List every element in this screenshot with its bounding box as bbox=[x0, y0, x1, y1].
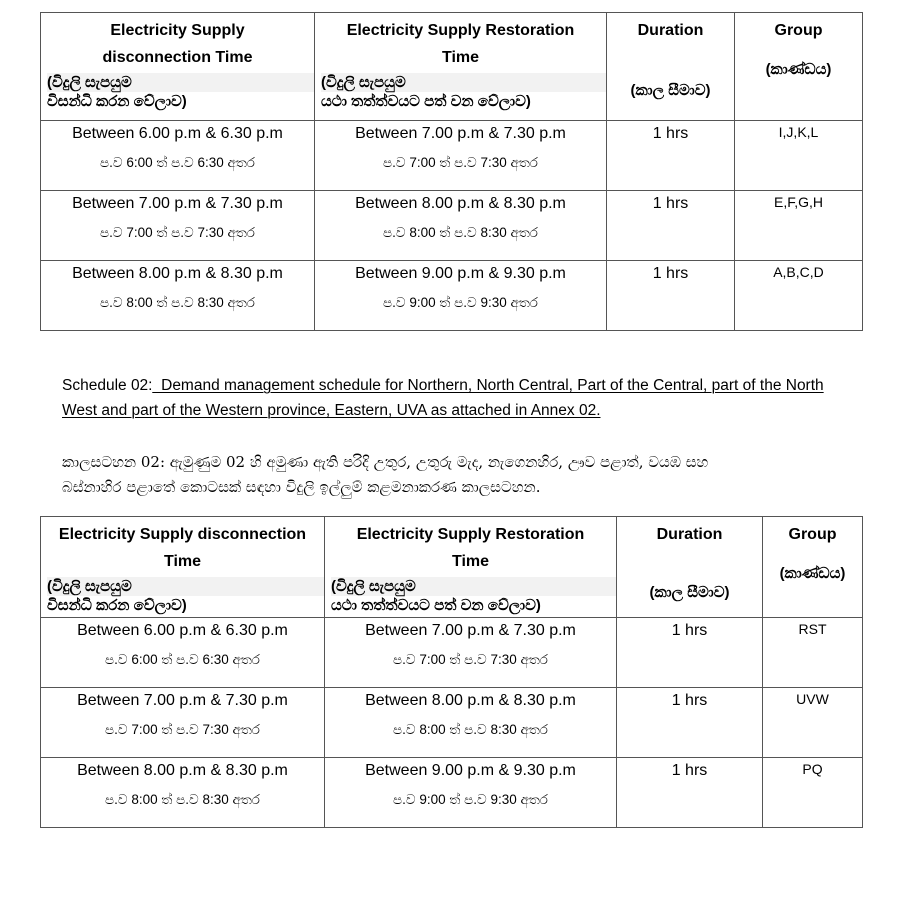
group-value: E,F,G,H bbox=[773, 194, 823, 210]
restoration-time: Between 7.00 p.m & 7.30 p.m bbox=[365, 622, 576, 639]
header-group-si: (කාණ්ඩය) bbox=[779, 565, 846, 582]
disconnection-time-si: ප.ව 7:00 ත් ප.ව 7:30 අතර bbox=[105, 722, 260, 737]
disconnection-time-si: ප.ව 8:00 ත් ප.ව 8:30 අතර bbox=[100, 295, 255, 310]
table-row bbox=[41, 261, 863, 331]
disconnection-time: Between 6.00 p.m & 6.30 p.m bbox=[77, 622, 288, 639]
header-restoration-si-2: යථා තත්ත්වයට පත් වන වේලාව) bbox=[331, 597, 541, 614]
header-duration bbox=[617, 517, 763, 618]
disconnection-time: Between 8.00 p.m & 8.30 p.m bbox=[77, 762, 288, 779]
header-disconnection-si-1: (විදුලි සැපයුම bbox=[47, 577, 324, 596]
table-header-row bbox=[41, 517, 863, 618]
duration-value: 1 hrs bbox=[671, 692, 708, 709]
schedule-table-2 bbox=[40, 516, 863, 828]
restoration-time-si: ප.ව 8:00 ත් ප.ව 8:30 අතර bbox=[393, 722, 548, 737]
schedule-02-text bbox=[62, 377, 824, 419]
schedule-02-text-content: _Demand management schedule for Northern, North Central, Part of the Central, part of the North West and part of the Western province, Eastern, UVA as attached in Annex 02. bbox=[62, 377, 824, 419]
header-restoration bbox=[325, 517, 617, 618]
header-duration bbox=[607, 13, 735, 121]
disconnection-time-si: ප.ව 8:00 ත් ප.ව 8:30 අතර bbox=[105, 792, 260, 807]
header-group bbox=[763, 517, 863, 618]
schedule-02-si-line1: කාලසටහන 02: ඇමුණුම 02 හි අමුණා ඇති පරිදි උතුර, උතුරු මැද, නැගෙනහිර, ඌව පළාත්, වයඹ සහ bbox=[62, 453, 709, 471]
group-value: UVW bbox=[796, 691, 829, 707]
duration-value: 1 hrs bbox=[671, 622, 708, 639]
restoration-time-si: ප.ව 9:00 ත් ප.ව 9:30 අතර bbox=[393, 792, 548, 807]
restoration-time: Between 9.00 p.m & 9.30 p.m bbox=[355, 265, 566, 282]
restoration-time-si: ප.ව 9:00 ත් ප.ව 9:30 අතර bbox=[383, 295, 538, 310]
table-row bbox=[41, 618, 863, 688]
group-value: RST bbox=[798, 621, 827, 637]
header-restoration-line2: Time bbox=[441, 49, 480, 66]
header-restoration-si-1: (විදුලි සැපයුම bbox=[321, 73, 606, 92]
header-restoration bbox=[315, 13, 607, 121]
header-restoration-si-1: (විදුලි සැපයුම bbox=[331, 577, 616, 596]
disconnection-time-si: ප.ව 7:00 ත් ප.ව 7:30 අතර bbox=[100, 225, 255, 240]
restoration-time-si: ප.ව 7:00 ත් ප.ව 7:30 අතර bbox=[393, 652, 548, 667]
table-header-row bbox=[41, 13, 863, 121]
disconnection-time-si: ප.ව 6:00 ත් ප.ව 6:30 අතර bbox=[100, 155, 255, 170]
disconnection-time: Between 8.00 p.m & 8.30 p.m bbox=[72, 265, 283, 282]
header-disconnection-si-2: විසන්ධි කරන වේලාව) bbox=[47, 597, 187, 614]
header-duration-label: Duration bbox=[656, 526, 723, 543]
header-group-label: Group bbox=[774, 22, 823, 39]
duration-value: 1 hrs bbox=[652, 195, 689, 212]
restoration-time: Between 8.00 p.m & 8.30 p.m bbox=[355, 195, 566, 212]
disconnection-time: Between 7.00 p.m & 7.30 p.m bbox=[72, 195, 283, 212]
table-row bbox=[41, 191, 863, 261]
header-restoration-si-2: යථා තත්ත්වයට පත් වන වේලාව) bbox=[321, 93, 531, 110]
disconnection-time: Between 7.00 p.m & 7.30 p.m bbox=[77, 692, 288, 709]
header-disconnection-line2: disconnection Time bbox=[102, 49, 253, 66]
header-disconnection bbox=[41, 517, 325, 618]
group-value: A,B,C,D bbox=[773, 264, 824, 280]
restoration-time-si: ප.ව 7:00 ත් ප.ව 7:30 අතර bbox=[383, 155, 538, 170]
duration-value: 1 hrs bbox=[671, 762, 708, 779]
header-duration-label: Duration bbox=[637, 22, 704, 39]
header-disconnection-line1: Electricity Supply disconnection bbox=[58, 526, 307, 543]
header-disconnection bbox=[41, 13, 315, 121]
duration-value: 1 hrs bbox=[652, 125, 689, 142]
header-disconnection-line1: Electricity Supply bbox=[110, 22, 245, 39]
schedule-02-description bbox=[62, 373, 852, 423]
header-duration-si: (කාල සීමාව) bbox=[649, 584, 730, 601]
header-group-label: Group bbox=[788, 526, 837, 543]
restoration-time: Between 8.00 p.m & 8.30 p.m bbox=[365, 692, 576, 709]
table-row bbox=[41, 758, 863, 828]
header-duration-si: (කාල සීමාව) bbox=[630, 82, 711, 99]
schedule-02-label: Schedule 02: bbox=[62, 377, 153, 394]
duration-value: 1 hrs bbox=[652, 265, 689, 282]
schedule-table-1 bbox=[40, 12, 863, 331]
group-value: I,J,K,L bbox=[778, 124, 819, 140]
header-disconnection-si-2: විසන්ධි කරන වේලාව) bbox=[47, 93, 187, 110]
header-group-si: (කාණ්ඩය) bbox=[765, 61, 832, 78]
table-row bbox=[41, 121, 863, 191]
schedule-02-description-si bbox=[62, 450, 852, 500]
header-restoration-line1: Electricity Supply Restoration bbox=[356, 526, 585, 543]
restoration-time-si: ප.ව 8:00 ත් ප.ව 8:30 අතර bbox=[383, 225, 538, 240]
header-group bbox=[735, 13, 863, 121]
schedule-02-si-line2: බස්නාහිර පළාතේ කොටසක් සඳහා විදුලි ඉල්ලුම් කළමනාකරණ කාලසටහන. bbox=[62, 478, 541, 496]
table-row bbox=[41, 688, 863, 758]
header-restoration-line2: Time bbox=[451, 553, 490, 570]
header-disconnection-si-1: (විදුලි සැපයුම bbox=[47, 73, 314, 92]
header-disconnection-line2: Time bbox=[163, 553, 202, 570]
disconnection-time-si: ප.ව 6:00 ත් ප.ව 6:30 අතර bbox=[105, 652, 260, 667]
group-value: PQ bbox=[802, 761, 823, 777]
disconnection-time: Between 6.00 p.m & 6.30 p.m bbox=[72, 125, 283, 142]
restoration-time: Between 9.00 p.m & 9.30 p.m bbox=[365, 762, 576, 779]
restoration-time: Between 7.00 p.m & 7.30 p.m bbox=[355, 125, 566, 142]
header-restoration-line1: Electricity Supply Restoration bbox=[346, 22, 575, 39]
